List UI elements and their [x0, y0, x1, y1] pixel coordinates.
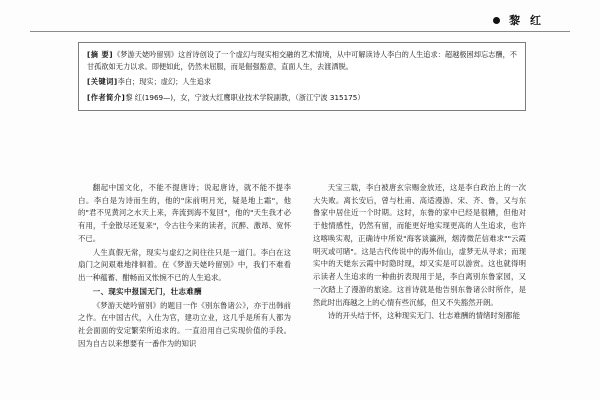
abstract-block	[78, 42, 526, 111]
author-byline	[493, 12, 544, 28]
body-columns	[78, 182, 526, 400]
paragraph: 诗的开头结于怀，这种现实无门、壮志难酬的情绪时刻都能	[327, 311, 520, 321]
paragraph: 天宝三载，李白被唐玄宗赐金放还，这是李白政治上的一次大失败。离长安后，曾与杜甫、高适漫游、宋、齐、鲁，又与东鲁家中居住近一个时期。这时，东鲁的家中已经是很糟，但他对于他情感性，仍然有留，而能更好地实现更高的人生追求，也许这喀唤实观，正确诗中所说"海客谈瀛洲，烟涛微茫信难求""云霞明灭或可睹"。这是古代传说中的海外仙山，虚梦无从寻求；而现实中的天姥东云霞中时隐时现，却又实是可以游赏。这也就得明示读者人生追求的一种曲折表现用于是，李白离别东鲁家园，又一次踏上了漫游的旅途。这首诗就是他告别东鲁诸公时所作，是然此时出海越之上的心情有些沉郁，但又不失豁然开朗。	[313, 183, 526, 307]
author-name: 黎 红	[509, 14, 544, 27]
paragraph: 人生真假无常，现实与虚幻之间往往只是一道门。李白在这扇门之间艰难地徘徊着。在《梦游天姥吟留别》中，我们不难看出一种蕴蓄、酣畅而又怅惋不已的人生追求。	[78, 247, 291, 283]
page-header	[0, 0, 600, 34]
right-column	[313, 182, 526, 400]
abstract-summary-label: [摘 要]	[87, 50, 114, 59]
abstract-bio-row	[87, 92, 517, 104]
abstract-bio-label: [作者简介]	[87, 92, 126, 102]
header-divider	[30, 31, 570, 32]
left-column	[78, 182, 291, 400]
abstract-bio-text: 黎 红(1969—)，女，宁波大红鹰职业技术学院副教，（浙江宁波 315175）	[125, 92, 365, 102]
abstract-keywords-row	[87, 76, 517, 88]
abstract-keywords-text: 李白；现实；虚幻；人生追求	[117, 77, 212, 87]
section-heading: 一、现实中报国无门，壮志难酬	[92, 286, 202, 296]
abstract-keywords-label: [关键词]	[87, 77, 118, 87]
abstract-summary-row	[87, 49, 517, 72]
paragraph: 《梦游天姥吟留别》的题目一作《别东鲁诸公》，亦于出韩前之作。在中国古代，入仕为官，建功立业，这几乎是所有人都为社会面面的安定繁荣所追求的。一直沿用自己实现价值的手段。因为自古以来想要有一番作为的知识	[78, 300, 291, 348]
paragraph: 翻起中国文化，不能不提唐诗；说起唐诗，就不能不提李白。李白是为诗而生的，他的"床前明月光，疑是地上霜"，他的"君不见黄河之水天上来，奔流到海不复回"，他的"天生我才必有用，千金散尽还复来"，令古往今来的读者，沉醉、激昂、宽怀不已。	[78, 183, 291, 243]
bullet-icon	[493, 17, 500, 24]
abstract-summary-text: 《梦游天姥吟留别》这首诗创设了一个虚幻与现实相交融的艺术情境，从中可解读诗人李白的人生追求：超越极困却忘志酬，不甘孤欲如无力以求。即便如此，仍然未屈服，而是倔强豁意，直面人生，去渡洒脱。	[87, 50, 517, 71]
